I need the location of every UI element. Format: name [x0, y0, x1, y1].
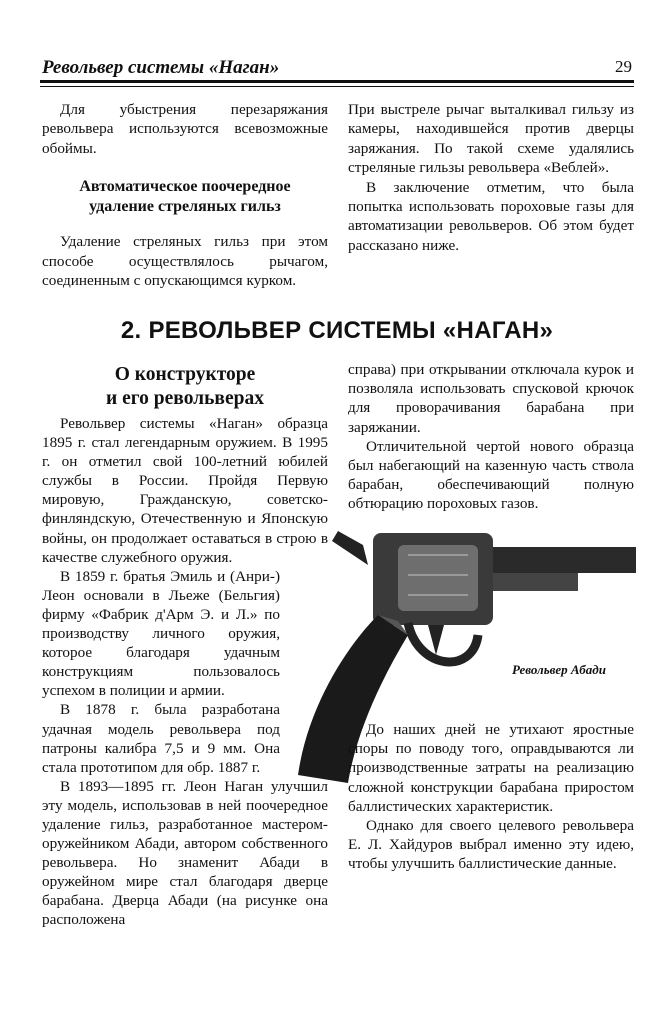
paragraph: В 1859 г. братья Эмиль и (Анри-) Леон основали в Льеже (Бельгия) фирму «Фабрик д'Арм Э. и Л.» по производству личного оружия, которое благодаря удачным конструкциям пользовалось успехом в полиции и армии.: [42, 567, 280, 700]
subsection-heading-line: О конструкторе: [114, 364, 256, 385]
figure-caption: Револьвер Абади: [512, 662, 606, 677]
right-column-top: [348, 360, 634, 514]
paragraph: При выстреле рычаг выталкивал гильзу из камеры, находившейся против дверцы заряжания. По такой схеме удалялись стреляные гильзы револьвера «Веблей».: [348, 101, 634, 177]
paragraph: Однако для своего целевого револьвера Е. Л. Хайдуров выбрал именно эту идею, чтобы улучшить баллистические данные.: [348, 817, 634, 873]
paragraph: До наших дней не утихают яростные споры по поводу того, оправдываются ли производственные затраты на реализацию сложной конструкции барабана приростом баллистических характеристик.: [348, 721, 634, 815]
page-number: 29: [615, 57, 632, 76]
paragraph: В 1893—1895 гг. Леон Наган улучшил эту модель, использовав в ней поочередное удаление гильз, разработанное мастером-оружейником Абади, автором собственного револьвера. Но знаменит Абади в оружейном мире стал благодаря дверце барабана. Дверца Абади (на рисунке она расположена: [42, 777, 328, 929]
running-title: Револьвер системы «Наган»: [42, 57, 280, 78]
paragraph: В заключение отметим, что была попытка использовать пороховые газы для автоматизации револьверов. Об этом будет рассказано ниже.: [348, 178, 634, 254]
subsection-heading: Автоматическое поочередное удаление стреляных гильз: [79, 178, 291, 216]
paragraph: справа) при открывании отключала курок и позволяла использовать спусковой крючок для проворачивания барабана при заряжании.: [348, 361, 634, 436]
top-left-column: [42, 100, 328, 290]
paragraph: Отличительной чертой нового образца был набегающий на казенную часть ствола барабан, обеспечивающий полную обтюрацию пороховых газов.: [348, 437, 634, 513]
subsection-heading-line: и его револьверах: [106, 388, 264, 409]
right-column-bottom: [348, 720, 634, 874]
section-title: 2. РЕВОЛЬВЕР СИСТЕМЫ «НАГАН»: [120, 317, 554, 344]
paragraph: Для убыстрения перезаряжания револьвера используются всевозможные обоймы.: [42, 101, 328, 157]
paragraph: Удаление стреляных гильз при этом способе осуществлялось рычагом, соединенным с опускающимся курком.: [42, 233, 328, 290]
paragraph: Револьвер системы «Наган» образца 1895 г. стал легендарным оружием. В 1995 г. он отметил свой 100-летний юбилей службы в России. Пройдя Первую мировую, Гражданскую, советско-финляндскую, Отечественную и Японскую войны, он продолжает оставаться в строю в качестве служебного оружия.: [42, 415, 328, 566]
subsection-heading-about: [40, 363, 330, 411]
top-right-column: [348, 100, 634, 255]
paragraph: В 1878 г. была разработана удачная модель револьвера под патроны калибра 7,5 и 9 мм. Она стала прототипом для обр. 1887 г.: [42, 701, 280, 776]
running-header: [40, 56, 634, 83]
header-divider: [40, 86, 634, 87]
